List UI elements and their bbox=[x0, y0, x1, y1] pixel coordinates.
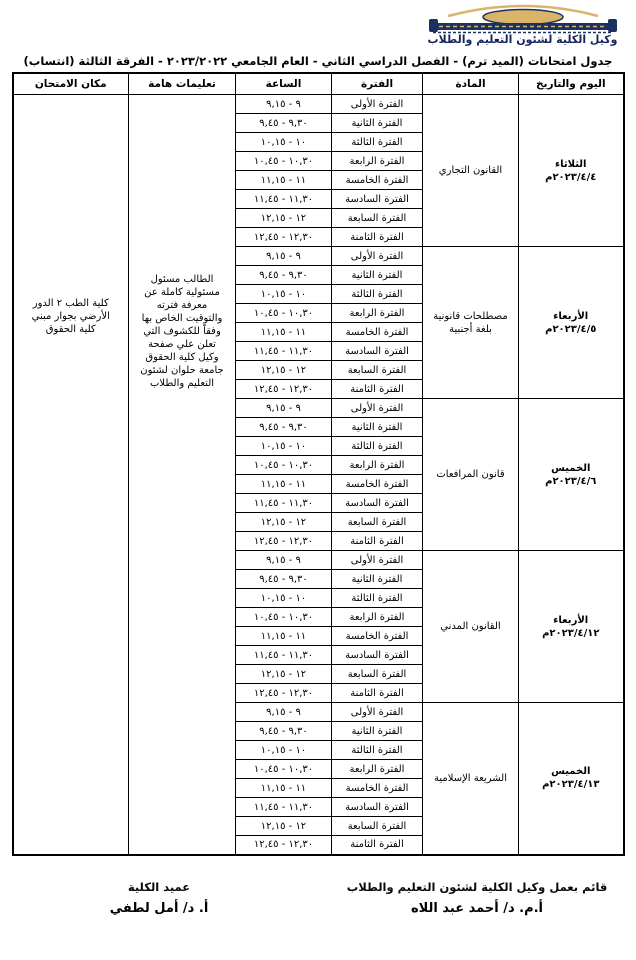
period-cell: الفترة الثالثة bbox=[332, 437, 423, 456]
period-cell: الفترة الأولى bbox=[332, 551, 423, 570]
time-cell: ١١ - ١١,١٥ bbox=[236, 627, 332, 646]
day-date: ٢٠٢٣/٤/١٢م bbox=[542, 627, 600, 639]
signature-dean bbox=[0, 880, 318, 916]
period-cell: الفترة الثامنة bbox=[332, 684, 423, 703]
header-location: مكان الامتحان bbox=[13, 73, 129, 95]
period-cell: الفترة الثانية bbox=[332, 114, 423, 133]
signature-vice-dean bbox=[318, 880, 636, 916]
period-cell: الفترة الثامنة bbox=[332, 532, 423, 551]
period-cell: الفترة السابعة bbox=[332, 361, 423, 380]
period-cell: الفترة الثالثة bbox=[332, 285, 423, 304]
period-cell: الفترة السادسة bbox=[332, 646, 423, 665]
time-cell: ٩ - ٩,١٥ bbox=[236, 703, 332, 722]
time-cell: ١٢,٣٠ - ١٢,٤٥ bbox=[236, 532, 332, 551]
period-cell: الفترة الرابعة bbox=[332, 608, 423, 627]
period-cell: الفترة الأولى bbox=[332, 703, 423, 722]
period-cell: الفترة الأولى bbox=[332, 247, 423, 266]
time-cell: ١١,٣٠ - ١١,٤٥ bbox=[236, 646, 332, 665]
day-date: ٢٠٢٣/٤/٦م bbox=[545, 475, 597, 487]
schedule-title: جدول امتحانات (الميد ترم) - الفصل الدراسي الثاني - العام الجامعي ٢٠٢٣/٢٠٢٢ - الفرقة الثالثة (انتساب) bbox=[23, 54, 613, 68]
period-cell: الفترة السابعة bbox=[332, 209, 423, 228]
period-cell: الفترة السادسة bbox=[332, 190, 423, 209]
period-cell: الفترة السابعة bbox=[332, 817, 423, 836]
dean-title: عميد الكلية bbox=[127, 879, 191, 894]
period-cell: الفترة الثانية bbox=[332, 722, 423, 741]
time-cell: ١٠ - ١٠,١٥ bbox=[236, 437, 332, 456]
time-cell: ١١ - ١١,١٥ bbox=[236, 171, 332, 190]
period-cell: الفترة السادسة bbox=[332, 798, 423, 817]
period-cell: الفترة الثالثة bbox=[332, 589, 423, 608]
period-cell: الفترة الثانية bbox=[332, 570, 423, 589]
period-cell: الفترة الرابعة bbox=[332, 304, 423, 323]
header-period: الفترة bbox=[332, 73, 423, 95]
time-cell: ١٠ - ١٠,١٥ bbox=[236, 741, 332, 760]
vice-dean-name: أ.م. د/ أحمد عبد اللاه bbox=[410, 900, 543, 916]
day-name: الخميس bbox=[551, 462, 591, 474]
day-date: ٢٠٢٣/٤/٤م bbox=[545, 171, 597, 183]
period-cell: الفترة الخامسة bbox=[332, 779, 423, 798]
period-cell: الفترة الثالثة bbox=[332, 133, 423, 152]
day-name: الأربعاء bbox=[553, 614, 589, 626]
page-header bbox=[0, 0, 636, 50]
exam-location-cell: كلية الطب ٢ الدور الأرضي بجوار مبني كلية الحقوق bbox=[13, 95, 129, 855]
day-name: الأربعاء bbox=[553, 310, 589, 322]
time-cell: ١٢ - ١٢,١٥ bbox=[236, 513, 332, 532]
period-cell: الفترة الرابعة bbox=[332, 456, 423, 475]
period-cell: الفترة السابعة bbox=[332, 513, 423, 532]
time-cell: ١٠,٣٠ - ١٠,٤٥ bbox=[236, 456, 332, 475]
subject-cell: قانون المرافعات bbox=[423, 399, 519, 551]
exam-day-cell bbox=[519, 95, 624, 247]
time-cell: ٩,٣٠ - ٩,٤٥ bbox=[236, 114, 332, 133]
period-cell: الفترة الخامسة bbox=[332, 323, 423, 342]
faculty-logo-block bbox=[415, 2, 630, 46]
header-time: الساعة bbox=[236, 73, 332, 95]
time-cell: ١٢,٣٠ - ١٢,٤٥ bbox=[236, 380, 332, 399]
time-cell: ٩,٣٠ - ٩,٤٥ bbox=[236, 570, 332, 589]
time-cell: ١١,٣٠ - ١١,٤٥ bbox=[236, 342, 332, 361]
day-name: الخميس bbox=[551, 766, 591, 778]
period-cell: الفترة الخامسة bbox=[332, 475, 423, 494]
vice-dean-title: قائم بعمل وكيل الكلية لشئون التعليم والطلاب bbox=[346, 879, 608, 894]
dept-banner-text: وكيل الكلية لشئون التعليم والطلاب bbox=[427, 33, 618, 46]
period-cell: الفترة الخامسة bbox=[332, 171, 423, 190]
time-cell: ١٢ - ١٢,١٥ bbox=[236, 209, 332, 228]
time-cell: ١٠,٣٠ - ١٠,٤٥ bbox=[236, 304, 332, 323]
schedule-row bbox=[13, 95, 624, 114]
period-cell: الفترة السادسة bbox=[332, 342, 423, 361]
time-cell: ١٠,٣٠ - ١٠,٤٥ bbox=[236, 152, 332, 171]
time-cell: ١١,٣٠ - ١١,٤٥ bbox=[236, 798, 332, 817]
time-cell: ١٢ - ١٢,١٥ bbox=[236, 361, 332, 380]
subject-cell: الشريعة الإسلامية bbox=[423, 703, 519, 855]
time-cell: ١٠ - ١٠,١٥ bbox=[236, 589, 332, 608]
time-cell: ١١,٣٠ - ١١,٤٥ bbox=[236, 494, 332, 513]
period-cell: الفترة السادسة bbox=[332, 494, 423, 513]
time-cell: ١١ - ١١,١٥ bbox=[236, 475, 332, 494]
time-cell: ٩,٣٠ - ٩,٤٥ bbox=[236, 418, 332, 437]
time-cell: ١١,٣٠ - ١١,٤٥ bbox=[236, 190, 332, 209]
period-cell: الفترة الأولى bbox=[332, 399, 423, 418]
time-cell: ١٠ - ١٠,١٥ bbox=[236, 133, 332, 152]
exam-schedule-table bbox=[12, 72, 625, 856]
period-cell: الفترة الثامنة bbox=[332, 836, 423, 855]
period-cell: الفترة الثامنة bbox=[332, 380, 423, 399]
time-cell: ٩ - ٩,١٥ bbox=[236, 551, 332, 570]
period-cell: الفترة الثامنة bbox=[332, 228, 423, 247]
exam-day-cell bbox=[519, 703, 624, 855]
period-cell: الفترة الرابعة bbox=[332, 760, 423, 779]
subject-cell: مصطلحات قانونية بلغة أجنبية bbox=[423, 247, 519, 399]
period-cell: الفترة الثانية bbox=[332, 266, 423, 285]
header-day: اليوم والتاريخ bbox=[519, 73, 624, 95]
period-cell: الفترة السابعة bbox=[332, 665, 423, 684]
exam-day-cell bbox=[519, 247, 624, 399]
time-cell: ١٢,٣٠ - ١٢,٤٥ bbox=[236, 684, 332, 703]
time-cell: ١٢,٣٠ - ١٢,٤٥ bbox=[236, 836, 332, 855]
time-cell: ١١ - ١١,١٥ bbox=[236, 323, 332, 342]
time-cell: ٩,٣٠ - ٩,٤٥ bbox=[236, 722, 332, 741]
period-cell: الفترة الثالثة bbox=[332, 741, 423, 760]
period-cell: الفترة الرابعة bbox=[332, 152, 423, 171]
time-cell: ٩ - ٩,١٥ bbox=[236, 247, 332, 266]
time-cell: ١٠,٣٠ - ١٠,٤٥ bbox=[236, 760, 332, 779]
time-cell: ٩,٣٠ - ٩,٤٥ bbox=[236, 266, 332, 285]
day-name: الثلاثاء bbox=[555, 158, 587, 170]
header-subject: المادة bbox=[423, 73, 519, 95]
time-cell: ٩ - ٩,١٥ bbox=[236, 95, 332, 114]
time-cell: ١٢ - ١٢,١٥ bbox=[236, 817, 332, 836]
faculty-logo-icon bbox=[423, 2, 623, 34]
day-date: ٢٠٢٣/٤/١٣م bbox=[542, 779, 600, 791]
exam-day-cell bbox=[519, 399, 624, 551]
time-cell: ٩ - ٩,١٥ bbox=[236, 399, 332, 418]
time-cell: ١١ - ١١,١٥ bbox=[236, 779, 332, 798]
time-cell: ١٠,٣٠ - ١٠,٤٥ bbox=[236, 608, 332, 627]
table-header-row bbox=[13, 73, 624, 95]
header-instructions: تعليمات هامة bbox=[129, 73, 236, 95]
instructions-cell: الطالب مسئول مسئولية كاملة عن معرفة فترته والتوقيت الخاص بها وفقاً للكشوف التي تعلن علي صفحة وكيل كلية الحقوق جامعة حلوان لشئون التعليم والطلاب bbox=[129, 95, 236, 855]
signatures-footer bbox=[0, 880, 636, 916]
period-cell: الفترة الأولى bbox=[332, 95, 423, 114]
period-cell: الفترة الخامسة bbox=[332, 627, 423, 646]
subject-cell: القانون المدني bbox=[423, 551, 519, 703]
subject-cell: القانون التجاري bbox=[423, 95, 519, 247]
day-date: ٢٠٢٣/٤/٥م bbox=[545, 323, 597, 335]
dean-name: أ. د/ أمل لطفي bbox=[109, 900, 209, 916]
period-cell: الفترة الثانية bbox=[332, 418, 423, 437]
time-cell: ١٠ - ١٠,١٥ bbox=[236, 285, 332, 304]
time-cell: ١٢ - ١٢,١٥ bbox=[236, 665, 332, 684]
exam-day-cell bbox=[519, 551, 624, 703]
time-cell: ١٢,٣٠ - ١٢,٤٥ bbox=[236, 228, 332, 247]
